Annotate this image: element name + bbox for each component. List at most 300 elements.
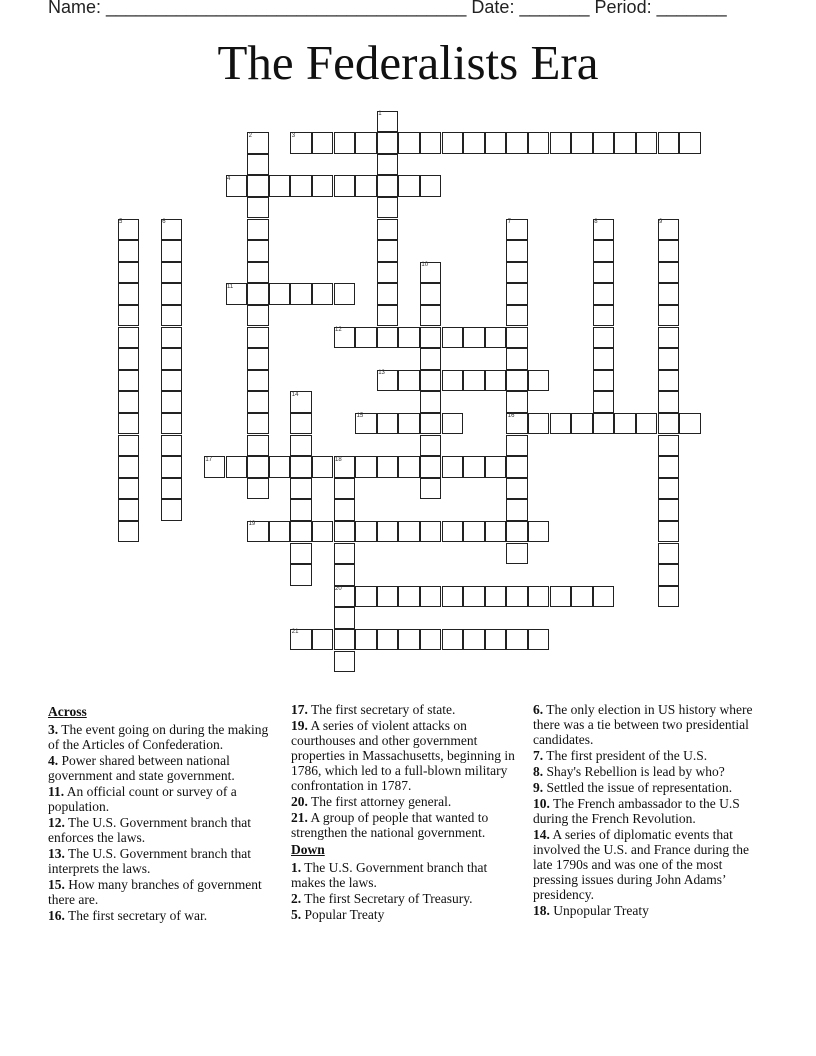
clue-number: 21 bbox=[291, 629, 299, 636]
grid-cell[interactable] bbox=[377, 283, 399, 305]
clue-number-label: 11. bbox=[48, 784, 65, 799]
across-clue bbox=[48, 753, 270, 783]
grid-cell[interactable] bbox=[161, 435, 183, 457]
clue-text: The French ambassador to the U.S during the French Revolution. bbox=[533, 796, 740, 826]
clue-number: 12 bbox=[335, 327, 342, 333]
grid-cell[interactable] bbox=[290, 499, 312, 521]
grid-cell[interactable] bbox=[377, 262, 399, 284]
grid-cell[interactable] bbox=[247, 456, 269, 478]
grid-cell[interactable] bbox=[550, 132, 572, 154]
grid-cell[interactable] bbox=[161, 283, 183, 305]
grid-cell[interactable] bbox=[658, 543, 680, 565]
grid-cell[interactable] bbox=[334, 132, 356, 154]
period-field[interactable]: Period: _______ bbox=[594, 0, 727, 17]
grid-cell[interactable] bbox=[658, 262, 680, 284]
grid-cell[interactable] bbox=[377, 154, 399, 176]
grid-cell[interactable] bbox=[377, 456, 399, 478]
grid-cell[interactable] bbox=[118, 348, 140, 370]
grid-cell[interactable] bbox=[118, 413, 140, 435]
grid-cell[interactable] bbox=[658, 348, 680, 370]
grid-cell[interactable] bbox=[247, 370, 269, 392]
grid-cell[interactable] bbox=[161, 413, 183, 435]
grid-cell[interactable] bbox=[658, 305, 680, 327]
clue-text: The only election in US history where there was a tie between two presidential candidates. bbox=[533, 702, 753, 747]
grid-cell[interactable] bbox=[658, 499, 680, 521]
clue-text: How many branches of government there are. bbox=[48, 877, 262, 907]
clue-number-label: 20. bbox=[291, 794, 308, 809]
grid-cell[interactable] bbox=[247, 305, 269, 327]
clue-text: Settled the issue of representation. bbox=[543, 780, 733, 795]
clue-text: The event going on during the making of the Articles of Confederation. bbox=[48, 722, 269, 752]
clue-text: Unpopular Treaty bbox=[549, 903, 649, 918]
grid-cell[interactable] bbox=[593, 283, 615, 305]
grid-cell[interactable] bbox=[506, 586, 528, 608]
grid-cell[interactable] bbox=[334, 629, 356, 651]
grid-cell[interactable] bbox=[506, 132, 528, 154]
grid-cell[interactable] bbox=[355, 521, 377, 543]
grid-cell[interactable] bbox=[420, 327, 442, 349]
clues-column-2 bbox=[291, 702, 515, 923]
grid-cell[interactable] bbox=[247, 219, 269, 241]
grid-cell[interactable] bbox=[118, 327, 140, 349]
grid-cell[interactable] bbox=[420, 413, 442, 435]
clue-number-label: 13. bbox=[48, 846, 65, 861]
grid-cell[interactable] bbox=[118, 283, 140, 305]
across-clue bbox=[48, 784, 270, 814]
grid-cell[interactable] bbox=[334, 521, 356, 543]
grid-cell[interactable] bbox=[269, 521, 291, 543]
grid-cell[interactable] bbox=[571, 586, 593, 608]
grid-cell[interactable] bbox=[398, 586, 420, 608]
grid-cell[interactable] bbox=[658, 435, 680, 457]
grid-cell[interactable] bbox=[658, 521, 680, 543]
grid-cell[interactable] bbox=[442, 370, 464, 392]
grid-cell[interactable] bbox=[506, 305, 528, 327]
grid-cell[interactable] bbox=[312, 629, 334, 651]
name-field[interactable]: Name: ____________________________________ bbox=[48, 0, 467, 17]
grid-cell[interactable] bbox=[161, 478, 183, 500]
grid-cell[interactable] bbox=[247, 391, 269, 413]
grid-cell[interactable] bbox=[593, 348, 615, 370]
clue-number: 15 bbox=[356, 413, 364, 420]
clue-number: 7 bbox=[507, 219, 512, 225]
grid-cell[interactable] bbox=[679, 132, 701, 154]
grid-cell[interactable] bbox=[658, 413, 680, 435]
clue-text: An official count or survey of a population. bbox=[48, 784, 237, 814]
clue-number: 3 bbox=[291, 132, 296, 139]
grid-cell[interactable] bbox=[658, 564, 680, 586]
grid-cell[interactable] bbox=[506, 478, 528, 500]
grid-cell[interactable] bbox=[161, 327, 183, 349]
grid-cell[interactable] bbox=[658, 283, 680, 305]
grid-cell[interactable] bbox=[247, 327, 269, 349]
grid-cell[interactable] bbox=[247, 478, 269, 500]
grid-cell[interactable] bbox=[463, 132, 485, 154]
grid-cell[interactable] bbox=[485, 370, 507, 392]
grid-cell[interactable] bbox=[247, 240, 269, 262]
grid-cell[interactable] bbox=[247, 435, 269, 457]
grid-cell[interactable] bbox=[571, 413, 593, 435]
clue-number-label: 21. bbox=[291, 810, 308, 825]
grid-cell[interactable] bbox=[485, 629, 507, 651]
grid-cell[interactable] bbox=[118, 435, 140, 457]
clue-number: 16 bbox=[507, 413, 515, 420]
clue-number: 17 bbox=[205, 456, 213, 463]
grid-cell[interactable] bbox=[593, 240, 615, 262]
grid-cell[interactable] bbox=[658, 478, 680, 500]
grid-cell[interactable] bbox=[571, 132, 593, 154]
grid-cell[interactable] bbox=[485, 327, 507, 349]
grid-cell[interactable] bbox=[463, 456, 485, 478]
clue-text: The first Secretary of Treasury. bbox=[301, 891, 473, 906]
grid-cell[interactable] bbox=[355, 175, 377, 197]
grid-cell[interactable] bbox=[658, 391, 680, 413]
clues-column-1 bbox=[48, 702, 270, 924]
grid-cell[interactable] bbox=[377, 327, 399, 349]
grid-cell[interactable] bbox=[679, 413, 701, 435]
grid-cell[interactable] bbox=[593, 413, 615, 435]
across-clue bbox=[48, 846, 270, 876]
grid-cell[interactable] bbox=[463, 521, 485, 543]
grid-cell[interactable] bbox=[398, 327, 420, 349]
grid-cell[interactable] bbox=[658, 240, 680, 262]
grid-cell[interactable] bbox=[161, 499, 183, 521]
grid-cell[interactable] bbox=[442, 629, 464, 651]
grid-cell[interactable] bbox=[161, 391, 183, 413]
grid-cell[interactable] bbox=[312, 283, 334, 305]
across-clue bbox=[291, 810, 515, 840]
across-clue bbox=[48, 877, 270, 907]
grid-cell[interactable] bbox=[420, 586, 442, 608]
across-clue bbox=[48, 722, 270, 752]
across-clue bbox=[291, 718, 515, 793]
grid-cell[interactable] bbox=[442, 132, 464, 154]
grid-cell[interactable] bbox=[290, 543, 312, 565]
grid-cell[interactable] bbox=[463, 586, 485, 608]
grid-cell[interactable] bbox=[420, 283, 442, 305]
grid-cell[interactable] bbox=[506, 370, 528, 392]
grid-cell[interactable] bbox=[506, 499, 528, 521]
down-clue bbox=[291, 860, 515, 890]
down-clue bbox=[533, 796, 765, 826]
grid-cell[interactable] bbox=[377, 240, 399, 262]
grid-cell[interactable] bbox=[334, 283, 356, 305]
grid-cell[interactable] bbox=[420, 348, 442, 370]
clue-text: A group of people that wanted to strengthen the national government. bbox=[291, 810, 489, 840]
grid-cell[interactable] bbox=[420, 478, 442, 500]
date-field[interactable]: Date: _______ bbox=[471, 0, 590, 17]
grid-cell[interactable] bbox=[420, 521, 442, 543]
grid-cell[interactable] bbox=[398, 370, 420, 392]
grid-cell[interactable] bbox=[355, 629, 377, 651]
grid-cell[interactable] bbox=[398, 629, 420, 651]
grid-cell[interactable] bbox=[377, 413, 399, 435]
clue-number-label: 2. bbox=[291, 891, 302, 906]
grid-cell[interactable] bbox=[247, 348, 269, 370]
clue-number: 10 bbox=[421, 262, 429, 269]
grid-cell[interactable] bbox=[506, 629, 528, 651]
clue-number-label: 9. bbox=[533, 780, 544, 795]
grid-cell[interactable] bbox=[161, 305, 183, 327]
grid-cell[interactable] bbox=[398, 413, 420, 435]
grid-cell[interactable] bbox=[161, 240, 183, 262]
grid-cell[interactable] bbox=[506, 348, 528, 370]
grid-cell[interactable] bbox=[420, 391, 442, 413]
clue-number-label: 17. bbox=[291, 702, 308, 717]
grid-cell[interactable] bbox=[593, 262, 615, 284]
down-clue bbox=[533, 748, 765, 763]
grid-cell[interactable] bbox=[398, 175, 420, 197]
grid-cell[interactable] bbox=[442, 586, 464, 608]
across-clue bbox=[291, 702, 515, 717]
clue-number-label: 15. bbox=[48, 877, 65, 892]
grid-cell[interactable] bbox=[290, 283, 312, 305]
clue-number: 5 bbox=[119, 219, 123, 225]
grid-cell[interactable] bbox=[377, 305, 399, 327]
grid-cell[interactable] bbox=[118, 305, 140, 327]
grid-cell[interactable] bbox=[312, 521, 334, 543]
clues-column-3 bbox=[533, 702, 765, 919]
grid-cell[interactable] bbox=[420, 456, 442, 478]
clue-text: The first attorney general. bbox=[307, 794, 452, 809]
grid-cell[interactable] bbox=[290, 435, 312, 457]
grid-cell[interactable] bbox=[593, 327, 615, 349]
grid-cell[interactable] bbox=[290, 413, 312, 435]
grid-cell[interactable] bbox=[290, 564, 312, 586]
clue-number-label: 7. bbox=[533, 748, 544, 763]
grid-cell[interactable] bbox=[485, 521, 507, 543]
grid-cell[interactable] bbox=[161, 370, 183, 392]
grid-cell[interactable] bbox=[247, 154, 269, 176]
grid-cell[interactable] bbox=[636, 132, 658, 154]
grid-cell[interactable] bbox=[550, 413, 572, 435]
clue-text: The first secretary of state. bbox=[307, 702, 456, 717]
grid-cell[interactable] bbox=[593, 132, 615, 154]
grid-cell[interactable] bbox=[118, 478, 140, 500]
grid-cell[interactable] bbox=[528, 413, 550, 435]
clue-number-label: 4. bbox=[48, 753, 59, 768]
grid-cell[interactable] bbox=[593, 370, 615, 392]
grid-cell[interactable] bbox=[463, 327, 485, 349]
grid-cell[interactable] bbox=[506, 435, 528, 457]
clue-number: 2 bbox=[248, 132, 252, 139]
grid-cell[interactable] bbox=[593, 305, 615, 327]
grid-cell[interactable] bbox=[506, 327, 528, 349]
clue-number-label: 16. bbox=[48, 908, 65, 923]
clue-number-label: 19. bbox=[291, 718, 308, 733]
grid-cell[interactable] bbox=[614, 413, 636, 435]
grid-cell[interactable] bbox=[355, 456, 377, 478]
grid-cell[interactable] bbox=[506, 283, 528, 305]
grid-cell[interactable] bbox=[377, 219, 399, 241]
grid-cell[interactable] bbox=[420, 175, 442, 197]
grid-cell[interactable] bbox=[290, 521, 312, 543]
clue-text: A series of violent attacks on courthouses and other government properties in Massachusetts, beginning in 1786, which led to a full-blown military confrontation in 1787. bbox=[291, 718, 515, 793]
grid-cell[interactable] bbox=[506, 521, 528, 543]
grid-cell[interactable] bbox=[442, 456, 464, 478]
grid-cell[interactable] bbox=[528, 586, 550, 608]
clue-number: 14 bbox=[291, 391, 299, 398]
clue-number-label: 14. bbox=[533, 827, 550, 842]
grid-cell[interactable] bbox=[636, 413, 658, 435]
clue-text: Popular Treaty bbox=[301, 907, 385, 922]
down-clue bbox=[533, 827, 765, 902]
down-heading: Down bbox=[291, 842, 325, 857]
grid-cell[interactable] bbox=[118, 262, 140, 284]
grid-cell[interactable] bbox=[269, 456, 291, 478]
clue-text: The U.S. Government branch that enforces the laws. bbox=[48, 815, 251, 845]
grid-cell[interactable] bbox=[485, 132, 507, 154]
grid-cell[interactable] bbox=[118, 240, 140, 262]
grid-cell[interactable] bbox=[118, 499, 140, 521]
grid-cell[interactable] bbox=[247, 197, 269, 219]
clue-number-label: 1. bbox=[291, 860, 302, 875]
down-clue bbox=[533, 702, 765, 747]
clue-number-label: 12. bbox=[48, 815, 65, 830]
grid-cell[interactable] bbox=[463, 370, 485, 392]
grid-cell[interactable] bbox=[161, 262, 183, 284]
grid-cell[interactable] bbox=[247, 413, 269, 435]
grid-cell[interactable] bbox=[528, 132, 550, 154]
grid-cell[interactable] bbox=[377, 175, 399, 197]
grid-cell[interactable] bbox=[658, 132, 680, 154]
grid-cell[interactable] bbox=[161, 456, 183, 478]
grid-cell[interactable] bbox=[118, 391, 140, 413]
grid-cell[interactable] bbox=[398, 456, 420, 478]
page-title: The Federalists Era bbox=[217, 35, 599, 90]
clue-text: The U.S. Government branch that makes the laws. bbox=[291, 860, 488, 890]
clue-number: 6 bbox=[162, 219, 166, 225]
grid-cell[interactable] bbox=[334, 564, 356, 586]
clue-number: 4 bbox=[227, 175, 231, 182]
grid-cell[interactable] bbox=[355, 586, 377, 608]
across-clue bbox=[48, 908, 270, 923]
grid-cell[interactable] bbox=[247, 283, 269, 305]
grid-cell[interactable] bbox=[398, 521, 420, 543]
grid-cell[interactable] bbox=[506, 391, 528, 413]
grid-cell[interactable] bbox=[290, 175, 312, 197]
grid-cell[interactable] bbox=[377, 521, 399, 543]
grid-cell[interactable] bbox=[442, 521, 464, 543]
grid-cell[interactable] bbox=[658, 370, 680, 392]
clue-text: The first president of the U.S. bbox=[543, 748, 708, 763]
grid-cell[interactable] bbox=[312, 456, 334, 478]
grid-cell[interactable] bbox=[334, 651, 356, 673]
grid-cell[interactable] bbox=[290, 478, 312, 500]
grid-cell[interactable] bbox=[593, 391, 615, 413]
across-clue bbox=[291, 794, 515, 809]
clue-number: 1 bbox=[378, 111, 382, 117]
grid-cell[interactable] bbox=[420, 305, 442, 327]
grid-cell[interactable] bbox=[658, 456, 680, 478]
clue-number: 9 bbox=[659, 219, 663, 225]
grid-cell[interactable] bbox=[420, 629, 442, 651]
grid-cell[interactable] bbox=[463, 629, 485, 651]
grid-cell[interactable] bbox=[334, 499, 356, 521]
grid-cell[interactable] bbox=[118, 456, 140, 478]
grid-cell[interactable] bbox=[658, 586, 680, 608]
down-clue bbox=[291, 891, 515, 906]
grid-cell[interactable] bbox=[528, 370, 550, 392]
grid-cell[interactable] bbox=[312, 175, 334, 197]
across-heading: Across bbox=[48, 704, 87, 719]
clue-text: A series of diplomatic events that involved the U.S. and France during the late 1790s and was one of the most pressing issues during John Adams’ presidency. bbox=[533, 827, 749, 902]
grid-cell[interactable] bbox=[593, 586, 615, 608]
grid-cell[interactable] bbox=[420, 370, 442, 392]
down-clue bbox=[533, 780, 765, 795]
grid-cell[interactable] bbox=[247, 262, 269, 284]
clue-number-label: 5. bbox=[291, 907, 302, 922]
grid-cell[interactable] bbox=[506, 543, 528, 565]
grid-cell[interactable] bbox=[377, 132, 399, 154]
clue-number-label: 10. bbox=[533, 796, 550, 811]
clue-number: 19 bbox=[248, 521, 256, 528]
grid-cell[interactable] bbox=[485, 586, 507, 608]
student-info-header bbox=[48, 0, 727, 18]
clue-number: 8 bbox=[594, 219, 598, 225]
grid-cell[interactable] bbox=[334, 607, 356, 629]
grid-cell[interactable] bbox=[226, 456, 248, 478]
grid-cell[interactable] bbox=[528, 629, 550, 651]
grid-cell[interactable] bbox=[118, 370, 140, 392]
grid-cell[interactable] bbox=[269, 283, 291, 305]
grid-cell[interactable] bbox=[377, 629, 399, 651]
clue-text: The first secretary of war. bbox=[64, 908, 208, 923]
grid-cell[interactable] bbox=[420, 132, 442, 154]
grid-cell[interactable] bbox=[334, 175, 356, 197]
down-clue bbox=[533, 903, 765, 918]
clue-number-label: 8. bbox=[533, 764, 544, 779]
clue-number: 18 bbox=[335, 456, 342, 463]
grid-cell[interactable] bbox=[355, 132, 377, 154]
grid-cell[interactable] bbox=[506, 262, 528, 284]
grid-cell[interactable] bbox=[312, 132, 334, 154]
grid-cell[interactable] bbox=[658, 327, 680, 349]
grid-cell[interactable] bbox=[377, 586, 399, 608]
clue-number-label: 18. bbox=[533, 903, 550, 918]
grid-cell[interactable] bbox=[485, 456, 507, 478]
grid-cell[interactable] bbox=[247, 175, 269, 197]
grid-cell[interactable] bbox=[420, 435, 442, 457]
grid-cell[interactable] bbox=[377, 197, 399, 219]
grid-cell[interactable] bbox=[118, 521, 140, 543]
grid-cell[interactable] bbox=[550, 586, 572, 608]
clue-number-label: 3. bbox=[48, 722, 59, 737]
clue-text: Power shared between national government and state government. bbox=[48, 753, 235, 783]
grid-cell[interactable] bbox=[269, 175, 291, 197]
clue-number: 13 bbox=[378, 370, 385, 377]
grid-cell[interactable] bbox=[290, 456, 312, 478]
grid-cell[interactable] bbox=[161, 348, 183, 370]
clue-number: 20 bbox=[335, 586, 342, 593]
grid-cell[interactable] bbox=[334, 543, 356, 565]
grid-cell[interactable] bbox=[506, 240, 528, 262]
grid-cell[interactable] bbox=[355, 327, 377, 349]
clue-number-label: 6. bbox=[533, 702, 544, 717]
clue-text: Shay's Rebellion is lead by who? bbox=[543, 764, 725, 779]
clue-number: 11 bbox=[227, 283, 234, 290]
grid-cell[interactable] bbox=[442, 327, 464, 349]
clue-text: The U.S. Government branch that interprets the laws. bbox=[48, 846, 251, 876]
grid-cell[interactable] bbox=[528, 521, 550, 543]
down-clue bbox=[533, 764, 765, 779]
grid-cell[interactable] bbox=[398, 132, 420, 154]
grid-cell[interactable] bbox=[614, 132, 636, 154]
grid-cell[interactable] bbox=[506, 456, 528, 478]
grid-cell[interactable] bbox=[334, 478, 356, 500]
grid-cell[interactable] bbox=[442, 413, 464, 435]
across-clue bbox=[48, 815, 270, 845]
